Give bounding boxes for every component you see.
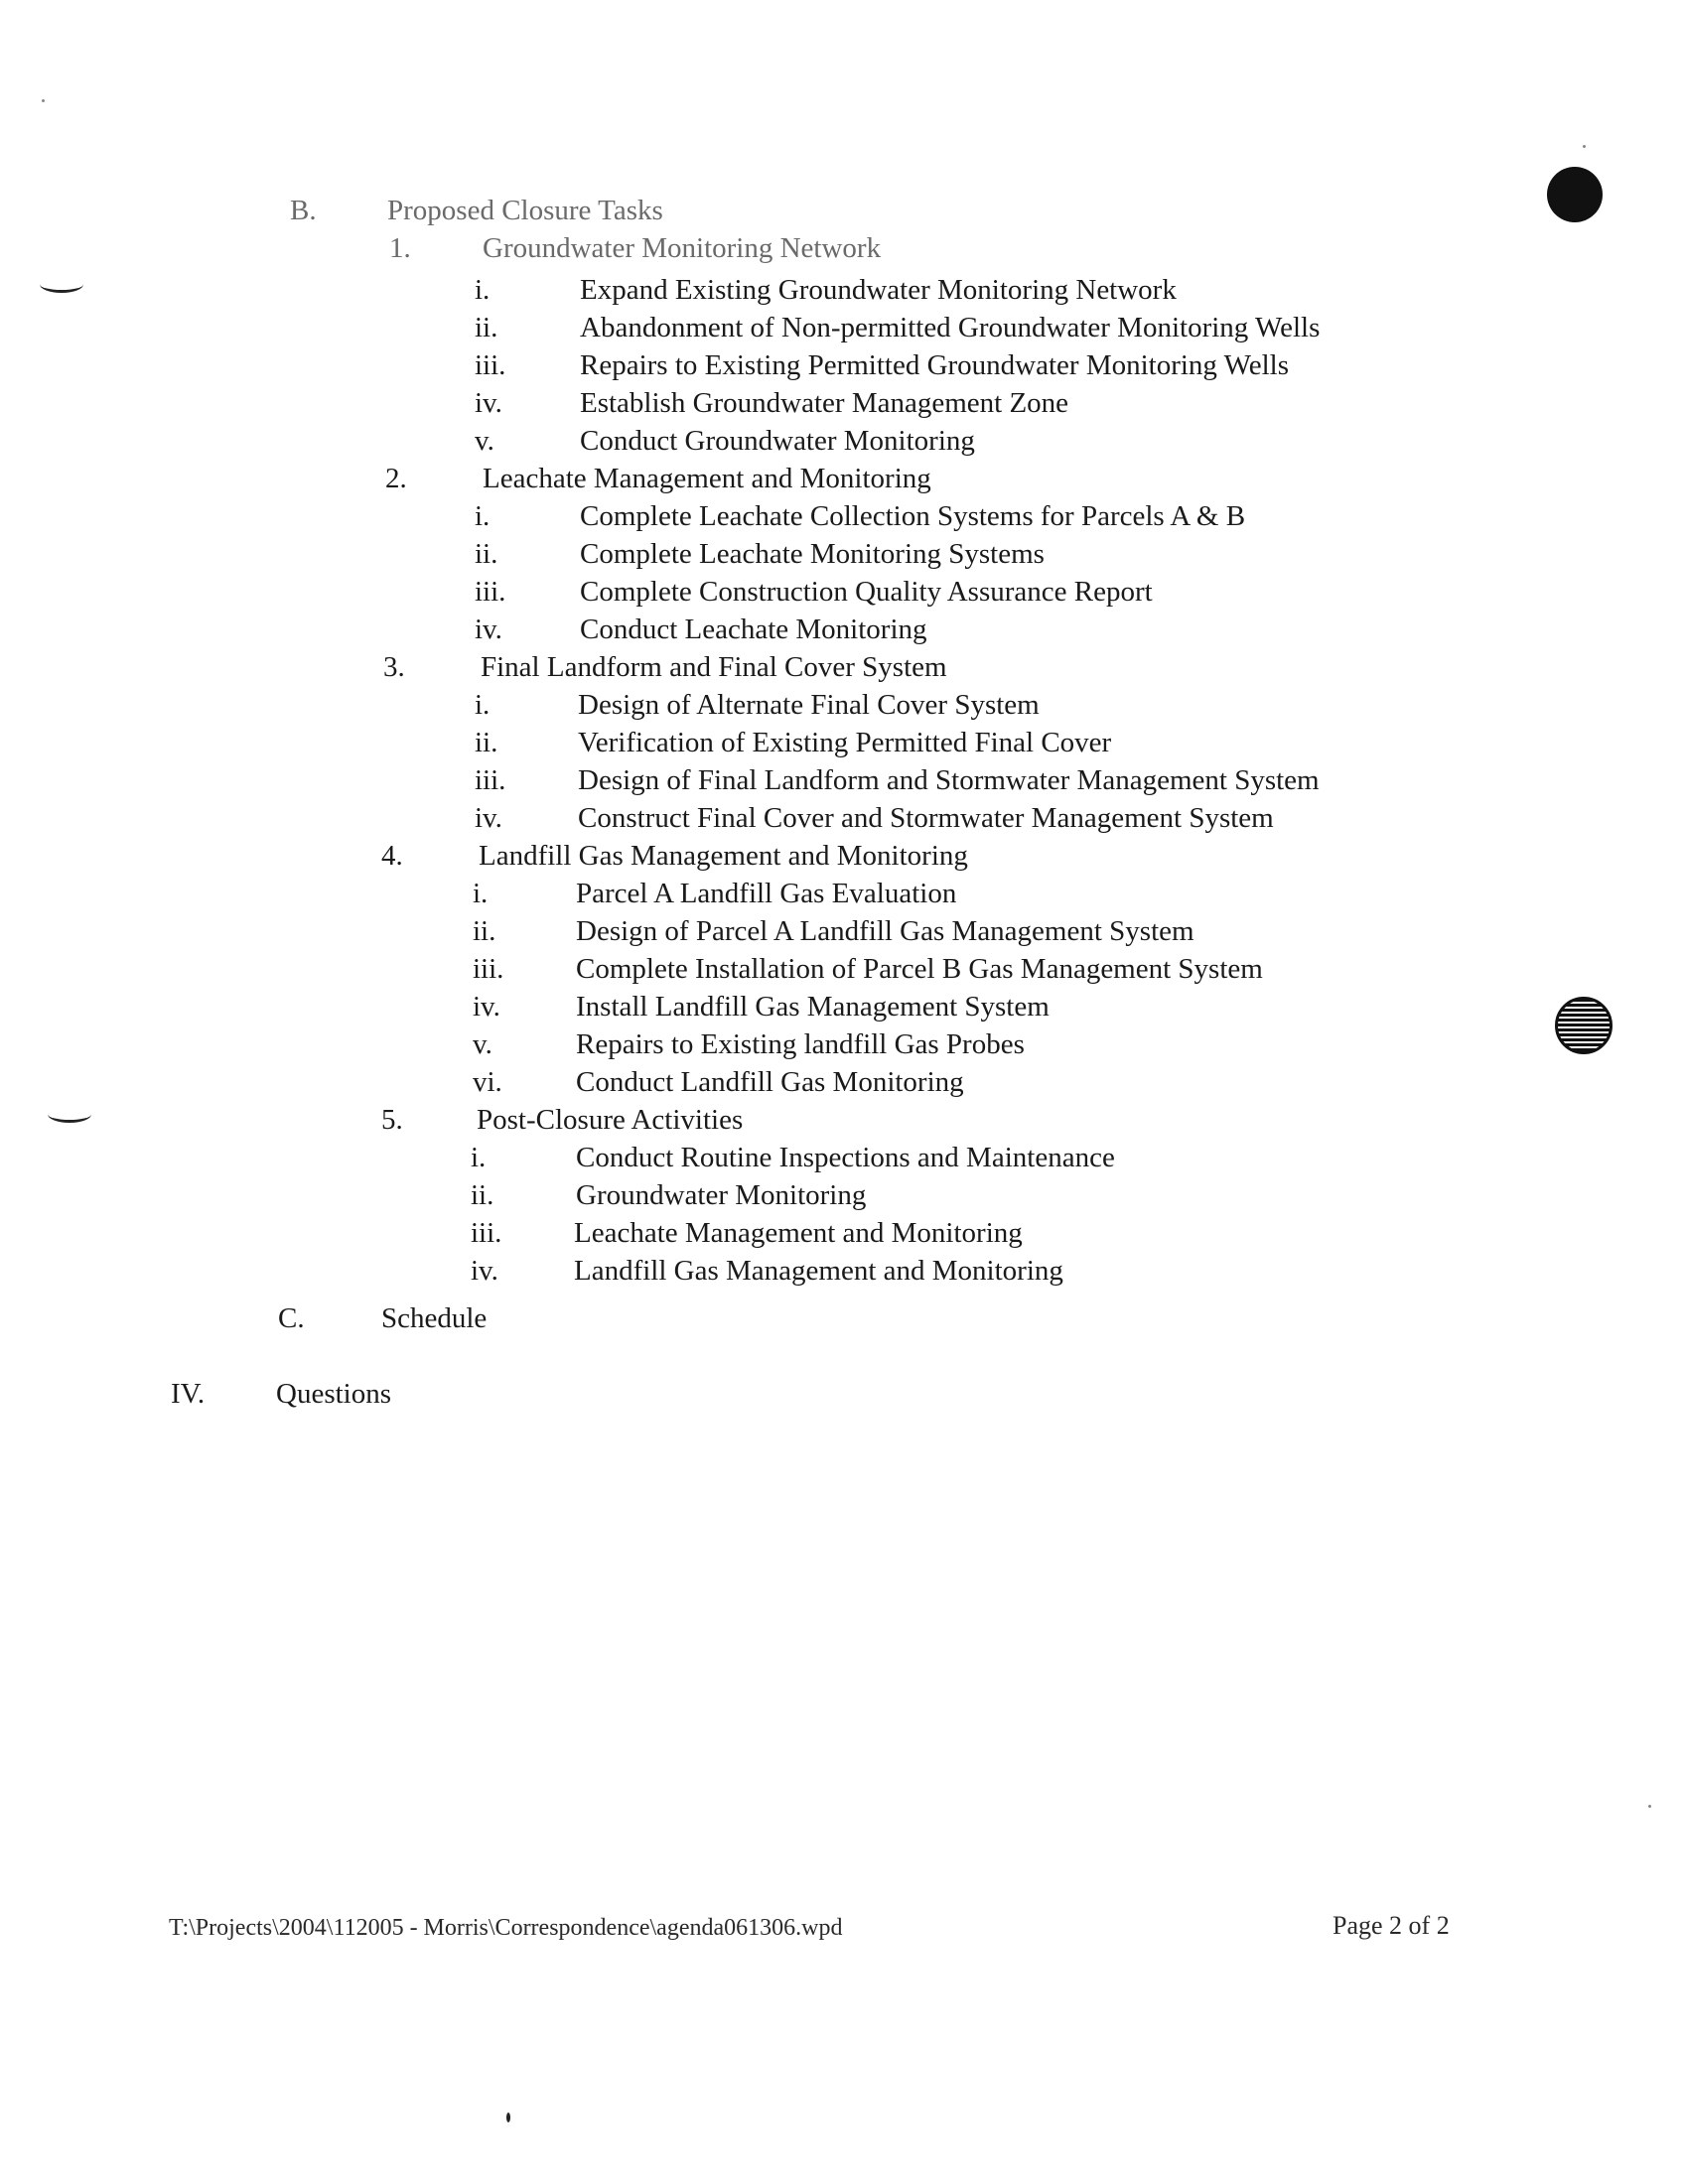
section-b-title: Proposed Closure Tasks: [387, 195, 663, 226]
item-5-marker: 5.: [381, 1104, 403, 1136]
punch-hole-top: [1547, 167, 1603, 222]
item-3-marker: 3.: [383, 651, 405, 683]
scan-mark-top: [40, 276, 83, 293]
item-2-title: Leachate Management and Monitoring: [483, 463, 931, 494]
item-4-title: Landfill Gas Management and Monitoring: [479, 840, 968, 872]
document-page: B. Proposed Closure Tasks 1. Groundwater Monitoring Network i. Expand Existing Groundwater Monitoring Network ii. Abandonment of Non-permitted Groundwater Monitoring Wells iii. Repairs to Existing Permitted Groundwater Monitoring Wells iv. Establish Groundwater Management Zone v. Conduct Groundwater Monitoring 2. Leachate Management and Monitoring i. Complete Leachate Collection Systems for Parcels A & B ii. Complete Leachate Monitoring Systems iii. Complete Construction Quality Assurance Report iv. Conduct Leachate Monitoring 3. Final Landform and Final Cover System i. Design of Alternate Final Cover System ii. Verification of Existing Permitted Final Cover iii. Design of Final Landform and Stormwater Management System iv. Construct Final Cover and Stormwater Management System 4. Landfill Gas Management and Monitoring i. Parcel A Landfill Gas Evaluation ii. Design of Parcel A Landfill Gas Management System iii. Complete Installation of Parcel B Gas Management System iv. Install Landfill Gas Management System v. Repairs to Existing landfill Gas Probes vi. Conduct Landfill Gas Monitoring 5. Post-Closure Activities i. Conduct Routine Inspections and Maintenance ii. Groundwater Monitoring iii. Leachate Management and Monitoring iv. Landfill Gas Management and Monitoring C. Schedule IV. Questions T:\Projects\2004\112005 - Morris\Correspondence\agenda061306.wpd Page 2 of 2: [0, 0, 1684, 2184]
footer-page-number: Page 2 of 2: [1333, 1911, 1450, 1940]
section-b-marker: B.: [290, 195, 317, 226]
item-3-title: Final Landform and Final Cover System: [481, 651, 947, 683]
punch-hole-middle: [1555, 997, 1613, 1054]
section-c-marker: C.: [278, 1302, 305, 1334]
section-iv-title: Questions: [276, 1378, 391, 1410]
section-iv-marker: IV.: [171, 1378, 206, 1410]
item-1-title: Groundwater Monitoring Network: [483, 232, 882, 264]
item-4-marker: 4.: [381, 840, 403, 872]
item-1-marker: 1.: [389, 232, 411, 264]
footer-file-path: T:\Projects\2004\112005 - Morris\Correspondence\agenda061306.wpd: [169, 1915, 843, 1941]
item-2-marker: 2.: [385, 463, 407, 494]
item-5-title: Post-Closure Activities: [477, 1104, 744, 1136]
scan-mark-bottom: [48, 1106, 91, 1123]
section-c-title: Schedule: [381, 1302, 488, 1334]
